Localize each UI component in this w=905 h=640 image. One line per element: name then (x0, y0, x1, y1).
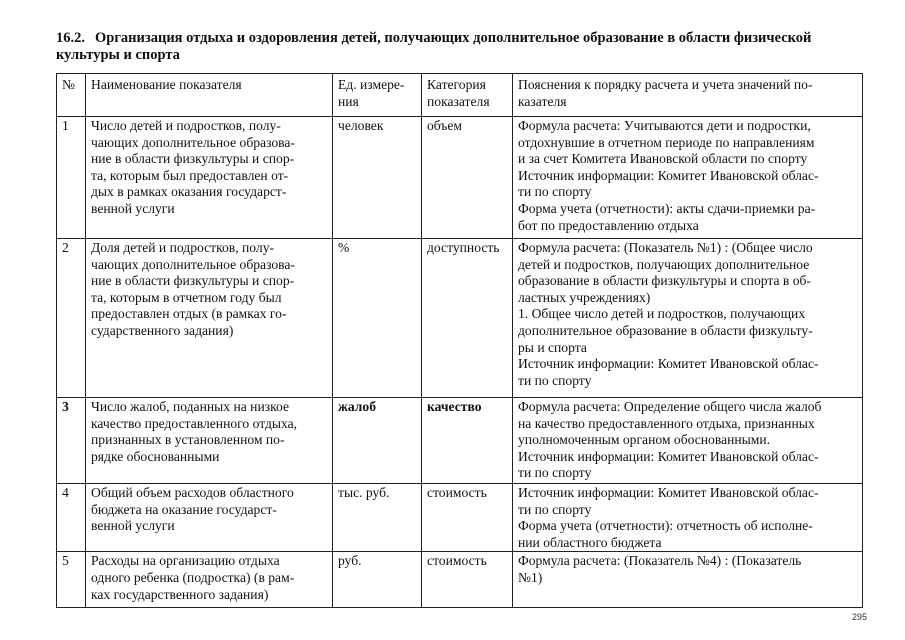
explanation-line: 1. Общее число детей и подростков, получающих (518, 306, 806, 322)
indicator-name-line: чающих дополнительное образова- (91, 256, 295, 272)
indicator-name-line: признанных в установленном по- (91, 432, 285, 448)
indicator-name-line: дых в рамках оказания государст- (91, 184, 287, 200)
explanation-line: и за счет Комитета Ивановской области по спорту (518, 151, 808, 167)
section-number: 16.2. (56, 30, 85, 46)
explanation-line: ти по спорту (518, 184, 592, 200)
row-number-cell: 2 (57, 239, 86, 398)
indicator-name-cell (86, 398, 333, 484)
indicator-name-line: ках государственного задания) (91, 586, 269, 602)
explanation-cell (513, 398, 863, 484)
indicator-name-line: рядке обоснованными (91, 448, 220, 464)
explanation-line: бот по предоставлению отдыха (518, 217, 699, 233)
section-title-line2: культуры и спорта (56, 47, 180, 63)
indicators-table (56, 73, 863, 608)
explanation-line: Форма учета (отчетности): акты сдачи-приемки ра- (518, 200, 816, 216)
header-no: № (57, 74, 86, 117)
explanation-line: детей и подростков, получающих дополнительное (518, 256, 810, 272)
unit-cell: % (333, 239, 422, 398)
unit-cell: тыс. руб. (333, 484, 422, 552)
category-cell: стоимость (422, 484, 513, 552)
indicator-name-line: бюджета на оказание государст- (91, 501, 277, 517)
indicator-name-line: Число жалоб, поданных на низкое (91, 399, 290, 414)
explanation-line: ластных учреждениях) (518, 289, 651, 305)
section-title-line1: Организация отдыха и оздоровления детей, получающих дополнительное образование в области физической (95, 30, 812, 46)
indicator-name-line: ние в области физкультуры и спор- (91, 273, 295, 289)
explanation-line: отдохнувшие в отчетном периоде по направлениям (518, 134, 815, 150)
indicator-name-line: та, которым в отчетном году был (91, 289, 282, 305)
row-number-cell: 4 (57, 484, 86, 552)
indicator-name-cell (86, 552, 333, 608)
header-unit-line2: ния (338, 93, 359, 109)
indicator-name-line: венной услуги (91, 200, 175, 216)
explanation-line: Источник информации: Комитет Ивановской облас- (518, 167, 819, 183)
row-number-cell: 1 (57, 117, 86, 239)
header-category-line1: Категория (427, 77, 486, 92)
header-explanation (513, 74, 863, 117)
indicator-name-line: сударственного задания) (91, 322, 234, 338)
indicator-name-cell (86, 117, 333, 239)
indicator-name-line: Число детей и подростков, полу- (91, 118, 281, 133)
header-unit (333, 74, 422, 117)
indicator-name-line: Расходы на организацию отдыха (91, 553, 280, 569)
explanation-line: Формула расчета: Учитываются дети и подростки, (518, 118, 811, 133)
category-cell: доступность (422, 239, 513, 398)
indicator-name-cell (86, 484, 333, 552)
table-row (57, 484, 863, 552)
table-header-row (57, 74, 863, 117)
indicator-name-line: Доля детей и подростков, полу- (91, 240, 275, 255)
header-name: Наименование показателя (86, 74, 333, 117)
explanation-line: ти по спорту (518, 465, 592, 481)
explanation-line: уполномоченным органом обоснованными. (518, 432, 771, 448)
table-row (57, 239, 863, 398)
indicator-name-line: ние в области физкультуры и спор- (91, 151, 295, 167)
explanation-cell (513, 239, 863, 398)
unit-cell: человек (333, 117, 422, 239)
explanation-cell (513, 117, 863, 239)
explanation-line: ти по спорту (518, 372, 592, 388)
table-row (57, 552, 863, 608)
explanation-cell (513, 484, 863, 552)
header-category-line2: показателя (427, 93, 490, 109)
explanation-line: Форма учета (отчетности): отчетность об исполне- (518, 518, 813, 534)
explanation-line: №1) (518, 569, 543, 585)
header-explanation-line1: Пояснения к порядку расчета и учета значений по- (518, 77, 813, 92)
category-cell: объем (422, 117, 513, 239)
explanation-line: нии областного бюджета (518, 534, 662, 550)
table-row (57, 117, 863, 239)
indicator-name-cell (86, 239, 333, 398)
category-cell: качество (422, 398, 513, 484)
indicator-name-line: одного ребенка (подростка) (в рам- (91, 569, 295, 585)
indicator-name-line: чающих дополнительное образова- (91, 134, 295, 150)
explanation-line: Формула расчета: (Показатель №4) : (Показатель (518, 553, 802, 569)
explanation-line: на качество предоставленного отдыха, признанных (518, 415, 815, 431)
indicator-name-line: качество предоставленного отдыха, (91, 415, 298, 431)
header-explanation-line2: казателя (518, 93, 567, 109)
table-row (57, 398, 863, 484)
row-number-cell: 5 (57, 552, 86, 608)
explanation-line: Формула расчета: Определение общего числа жалоб (518, 399, 822, 414)
section-heading (56, 30, 856, 64)
header-unit-line1: Ед. измере- (338, 77, 405, 92)
row-number-cell: 3 (57, 398, 86, 484)
explanation-line: Источник информации: Комитет Ивановской облас- (518, 448, 819, 464)
explanation-line: ти по спорту (518, 501, 592, 517)
explanation-line: Источник информации: Комитет Ивановской облас- (518, 485, 819, 500)
unit-cell: жалоб (333, 398, 422, 484)
explanation-line: дополнительное образование в области физкульту- (518, 322, 813, 338)
indicator-name-line: венной услуги (91, 518, 175, 534)
page-number: 295 (851, 612, 867, 622)
indicator-name-line: предоставлен отдых (в рамках го- (91, 306, 287, 322)
explanation-line: ры и спорта (518, 339, 587, 355)
explanation-line: образование в области физкультуры и спорта в об- (518, 273, 811, 289)
explanation-line: Формула расчета: (Показатель №1) : (Общее число (518, 240, 813, 255)
explanation-cell (513, 552, 863, 608)
unit-cell: руб. (333, 552, 422, 608)
header-category (422, 74, 513, 117)
explanation-line: Источник информации: Комитет Ивановской облас- (518, 356, 819, 372)
indicator-name-line: Общий объем расходов областного (91, 485, 294, 500)
category-cell: стоимость (422, 552, 513, 608)
indicator-name-line: та, которым был предоставлен от- (91, 167, 289, 183)
